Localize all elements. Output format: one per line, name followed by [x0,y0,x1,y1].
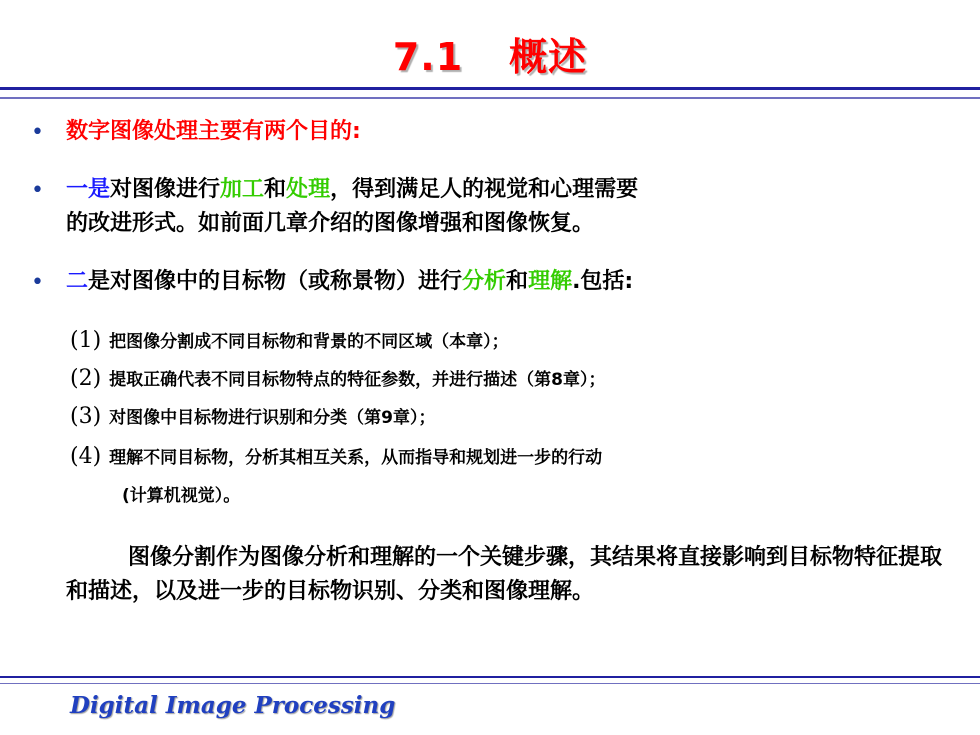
text-run: 是对图像中的目标物（或称景物）进行 [88,269,463,294]
bullet-dot: • [31,178,44,203]
keyword-understanding: 理解 [528,269,573,294]
summary-paragraph [66,541,946,609]
lead-word: 二 [66,269,89,294]
list-item [70,327,509,353]
list-item [70,443,602,469]
list-number: (1) [70,328,102,353]
text-run: 和 [264,177,287,202]
bullet-dot: • [31,120,44,145]
text-run: ，得到满足人的视觉和心理需要 [330,177,639,202]
keyword-analysis: 分析 [462,269,507,294]
keyword-handle: 处理 [286,177,331,202]
bullet-text-1: 数字图像处理主要有两个目的: [66,119,361,144]
slide-title [0,26,980,81]
lead-word: 一是 [66,177,111,202]
bullet-text-2 [66,173,638,241]
bottom-divider [0,676,980,684]
list-text: 对图像中目标物进行识别和分类（第9章）； [109,408,436,428]
list-number: (4) [70,444,102,469]
list-number: (3) [70,404,102,429]
list-text: 提取正确代表不同目标物特点的特征参数，并进行描述（第8章）； [109,370,606,390]
summary-text: 图像分割作为图像分析和理解的一个关键步骤，其结果将直接影响到目标物特征提取和描述，以及进一步的目标物识别、分类和图像理解。 [66,545,943,604]
text-run: 对图像进行 [110,177,221,202]
keyword-process: 加工 [220,177,265,202]
text-run: 的改进形式。如前面几章介绍的图像增强和图像恢复。 [66,211,595,236]
top-divider [0,87,980,99]
list-item [70,403,436,429]
footer-label: Digital Image Processing [70,692,396,719]
text-run: 和 [506,269,529,294]
bullet-dot: • [31,270,44,295]
list-item [70,365,606,391]
bullet-text-3 [66,265,633,299]
list-number: (2) [70,366,102,391]
list-text: 理解不同目标物，分析其相互关系，从而指导和规划进一步的行动 [109,448,603,468]
list-continuation: (计算机视觉）。 [122,486,241,506]
text-run: .包括: [572,269,634,294]
section-number: 7.1 [392,35,464,79]
section-title: 概述 [509,35,588,79]
list-text: 把图像分割成不同目标物和背景的不同区域（本章）； [109,332,509,352]
